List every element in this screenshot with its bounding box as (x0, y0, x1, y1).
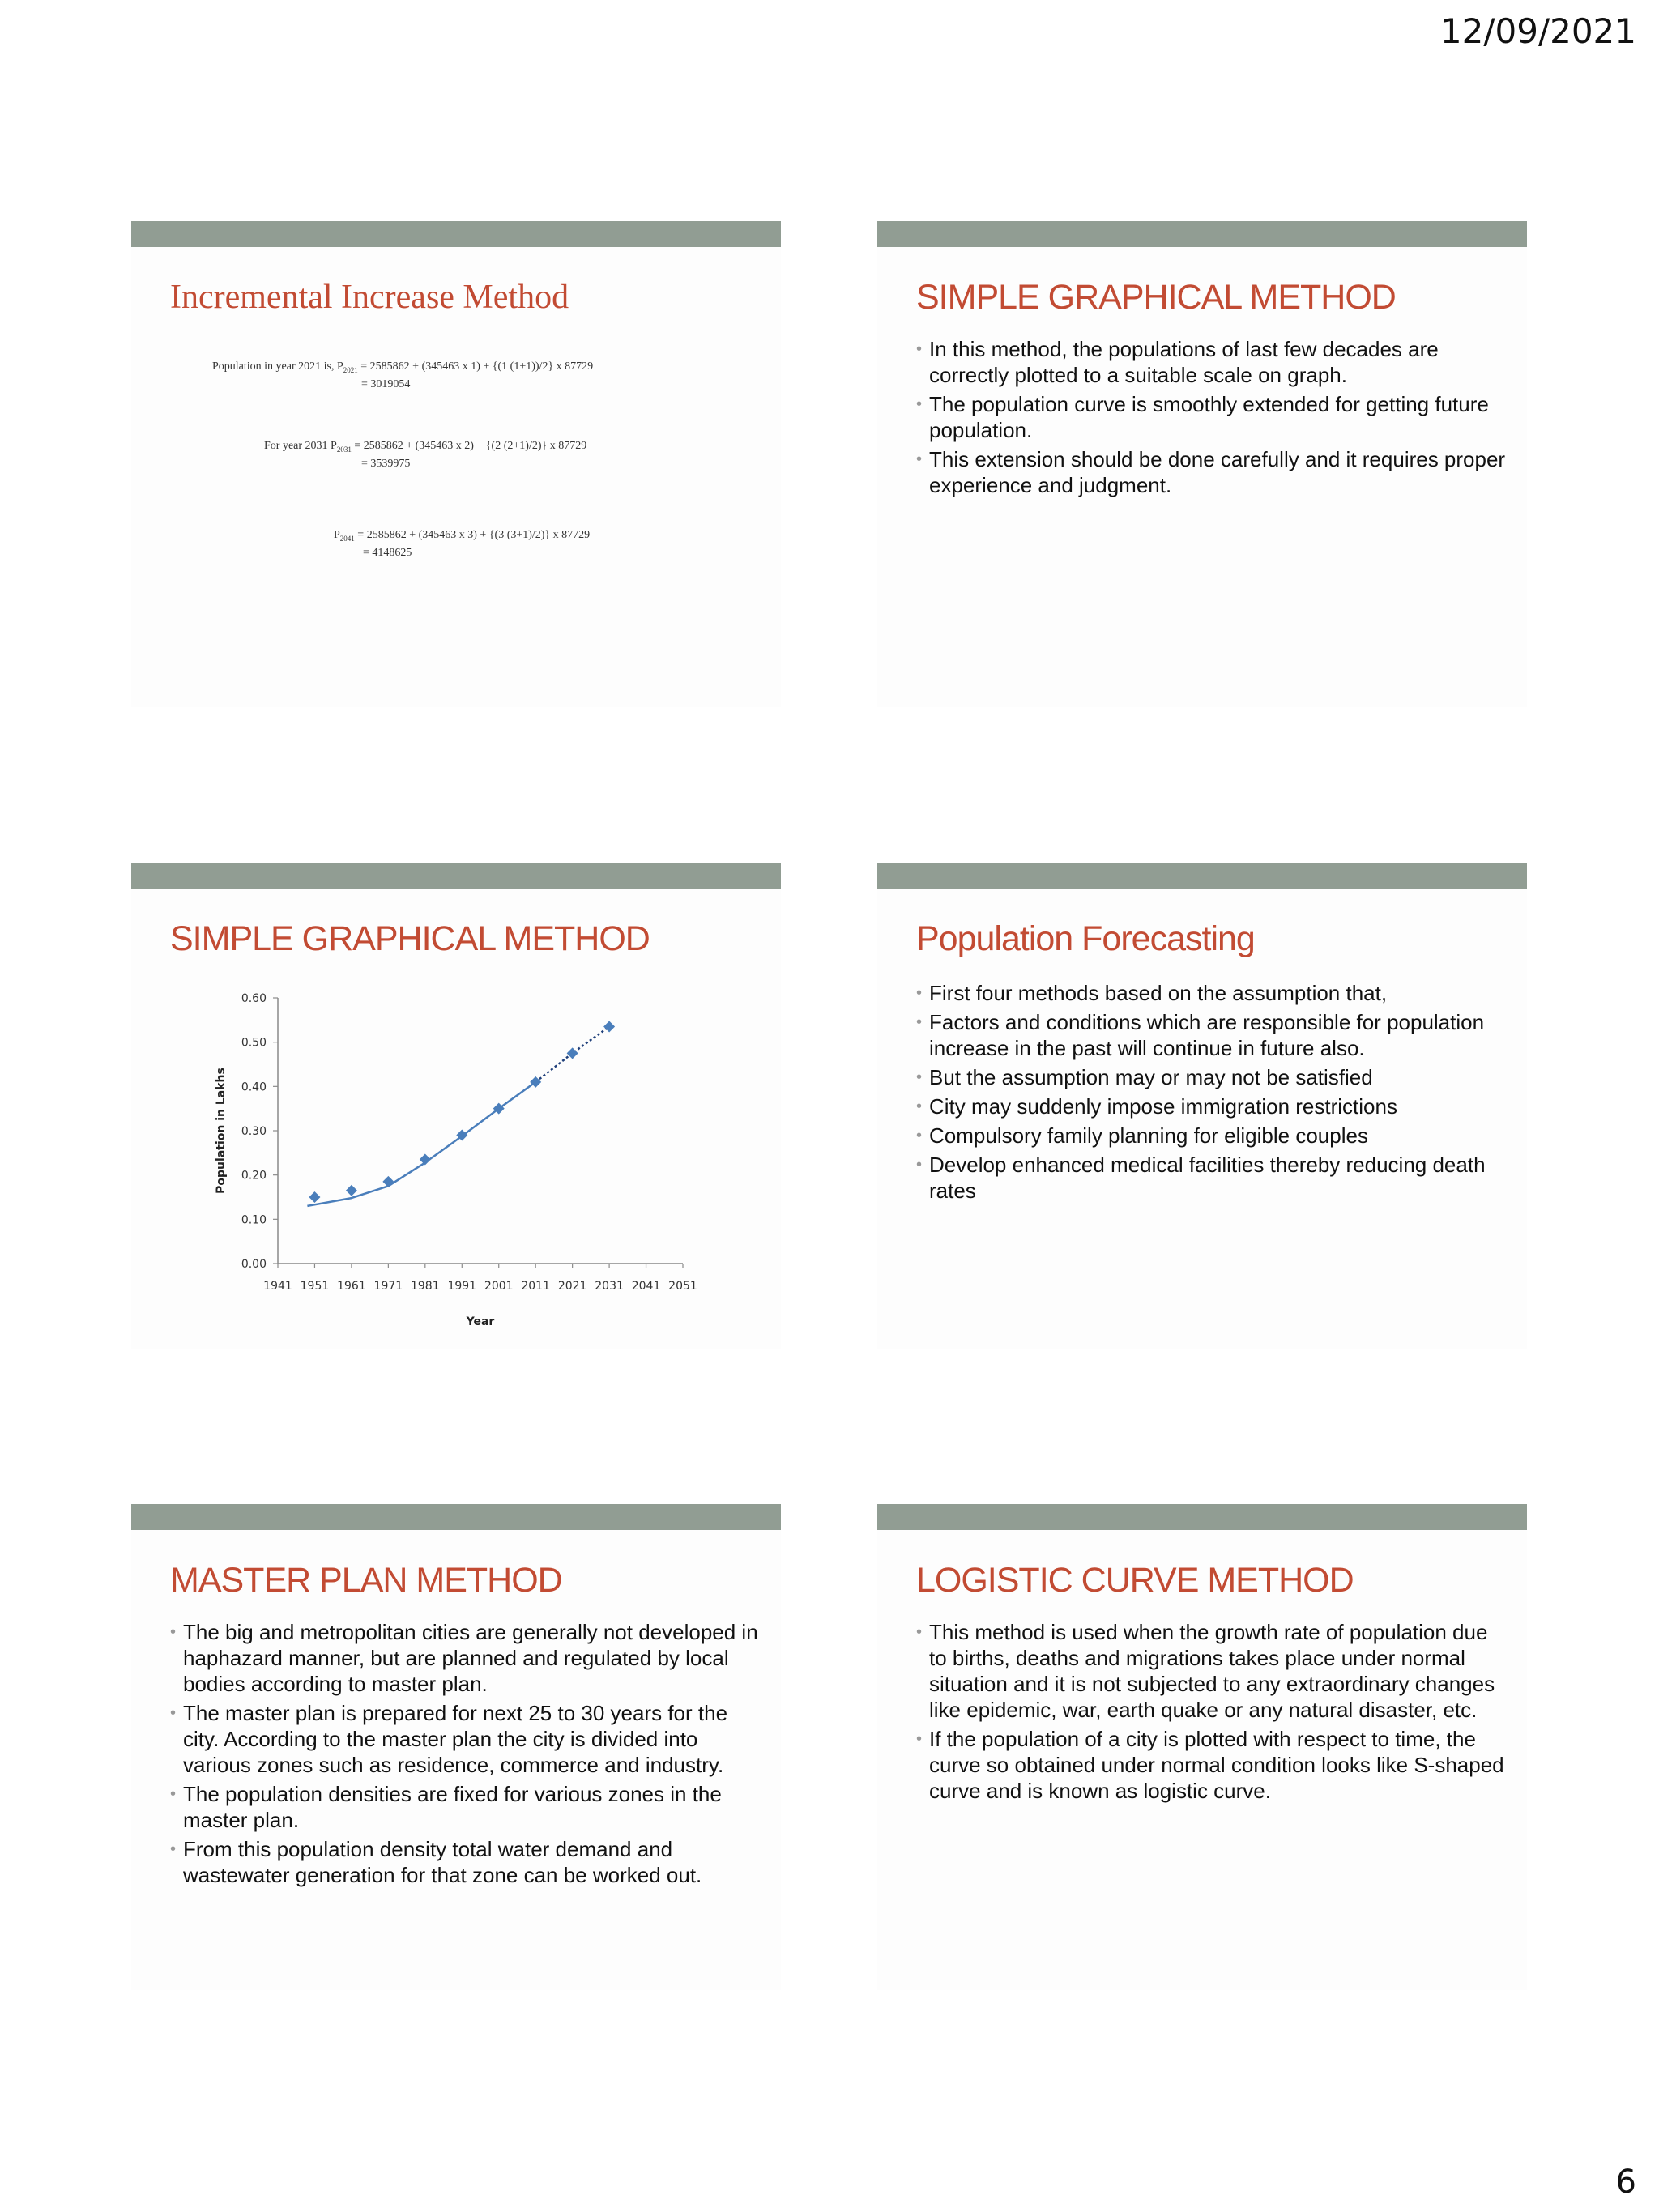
bullet-list (170, 1619, 761, 1891)
slide-simple-graphical-text (877, 221, 1527, 707)
bullet-list (916, 336, 1508, 501)
bullet-item: • This extension should be done carefully and it requires proper experience and judgment. (916, 447, 1506, 497)
bullet-dot-icon: • (916, 1730, 923, 1748)
bullet-item: • But the assumption may or may not be satisfied (916, 1065, 1373, 1089)
slide-title: MASTER PLAN METHOD (170, 1561, 562, 1600)
slide-simple-graphical-chart (131, 863, 781, 1349)
bullet-item: • City may suddenly impose immigration restrictions (916, 1094, 1397, 1119)
x-tick-label: 2041 (631, 1280, 661, 1293)
bullet-item: • If the population of a city is plotted with respect to time, the curve so obtained under normal condition looks like S-shaped curve and is known as logistic curve. (916, 1727, 1504, 1803)
bullet-item: • This method is used when the growth rate of population due to births, deaths and migrations takes place under normal situation and it is not subjected to any extraordinary changes like epidemic, war, earth quake or any natural disaster, etc. (916, 1620, 1495, 1722)
bullet-item: • From this population density total water demand and wastewater generation for that zone can be worked out. (170, 1837, 702, 1887)
bullet-dot-icon: • (170, 1704, 177, 1722)
y-axis-label: Population in Lakhs (215, 1068, 228, 1194)
slide-incremental-increase (131, 221, 781, 707)
equation-2021: Population in year 2021 is, $P_{2021} = 2585862 + (345463$ x 1) + {(1 (1+1))/2} x 87729 (212, 360, 594, 374)
x-tick-label: 1961 (337, 1280, 366, 1293)
bullet-dot-icon: • (916, 1623, 923, 1641)
slide-title: Incremental Increase Method (170, 279, 569, 316)
slide-logistic-curve (877, 1504, 1527, 1990)
bullet-item: • The population curve is smoothly extended for getting future population. (916, 392, 1489, 442)
bullet-item: • The big and metropolitan cities are generally not developed in haphazard manner, but are planned and regulated by local bodies according to master plan. (170, 1620, 758, 1696)
bullet-dot-icon: • (916, 395, 923, 413)
data-point (420, 1154, 431, 1166)
slide-header-bar (877, 863, 1527, 889)
data-point (346, 1185, 357, 1196)
y-tick-label: 0.30 (241, 1125, 267, 1138)
x-axis-label: Year (466, 1315, 495, 1328)
data-point (309, 1191, 320, 1203)
bullet-item: • Factors and conditions which are responsible for population increase in the past will continue in future also. (916, 1010, 1485, 1060)
equation-2031: For year 2031 $P_{2031} = 2585862 + (345463$ x 2) + {(2 (2+1)/2)} x 87729 (264, 440, 587, 454)
x-tick-label: 2051 (668, 1280, 697, 1293)
bullet-dot-icon: • (170, 1623, 177, 1641)
bullet-dot-icon: • (916, 1013, 923, 1031)
bullet-item: • First four methods based on the assumption that, (916, 981, 1388, 1005)
data-point (382, 1176, 394, 1187)
y-tick-label: 0.20 (241, 1169, 267, 1183)
bullet-dot-icon: • (916, 1127, 923, 1144)
y-tick-label: 0.60 (241, 992, 267, 1005)
x-tick-label: 2011 (521, 1280, 551, 1293)
slide-title: Population Forecasting (916, 919, 1255, 958)
y-tick-label: 0.40 (241, 1080, 267, 1094)
x-tick-label: 1951 (300, 1280, 330, 1293)
equation-2031-result: = 3539975 (361, 458, 411, 470)
x-tick-label: 1991 (447, 1280, 477, 1293)
y-tick-label: 0.50 (241, 1036, 267, 1050)
bullet-item: • The population densities are fixed for various zones in the master plan. (170, 1782, 722, 1832)
bullet-dot-icon: • (916, 1156, 923, 1174)
x-tick-label: 1981 (410, 1280, 440, 1293)
slide-header-bar (877, 1504, 1527, 1530)
bullet-dot-icon: • (916, 1068, 923, 1086)
x-tick-label: 2001 (484, 1280, 514, 1293)
slide-title: LOGISTIC CURVE METHOD (916, 1561, 1354, 1600)
bullet-item: • Develop enhanced medical facilities thereby reducing death rates (916, 1153, 1486, 1203)
bullet-item: • The master plan is prepared for next 25 to 30 years for the city. According to the master plan the city is divided into various zones such as residence, commerce and industry. (170, 1701, 728, 1777)
bullet-dot-icon: • (916, 450, 923, 468)
equation-2041-result: = 4148625 (363, 547, 412, 559)
trend-line-fitted (307, 1082, 535, 1206)
x-tick-label: 2031 (595, 1280, 624, 1293)
page-date: 12/09/2021 (1439, 11, 1636, 51)
slide-population-forecasting (877, 863, 1527, 1349)
equation-2041: $P_{2041} = 2585862 + (345463$ x 3) + {(3 (3+1)/2)} x 87729 (334, 529, 591, 543)
bullet-item: • In this method, the populations of last few decades are correctly plotted to a suitable scale on graph. (916, 337, 1439, 387)
page-number: 6 (1615, 2163, 1636, 2201)
x-tick-label: 2021 (557, 1280, 587, 1293)
population-chart (131, 863, 781, 1349)
x-tick-label: 1941 (263, 1280, 292, 1293)
bullet-dot-icon: • (916, 1097, 923, 1115)
equation-2021-result: = 3019054 (361, 378, 411, 390)
data-point (603, 1021, 615, 1033)
bullet-dot-icon: • (916, 340, 923, 358)
slide-header-bar (131, 1504, 781, 1530)
bullet-list (916, 1619, 1508, 1807)
bullet-list (916, 980, 1508, 1207)
bullet-item: • Compulsory family planning for eligible couples (916, 1123, 1368, 1148)
bullet-dot-icon: • (170, 1840, 177, 1858)
bullet-dot-icon: • (916, 984, 923, 1002)
slide-title: SIMPLE GRAPHICAL METHOD (916, 278, 1396, 317)
slide-header-bar (877, 221, 1527, 247)
slide-header-bar (131, 221, 781, 247)
slide-master-plan (131, 1504, 781, 1990)
y-tick-label: 0.10 (241, 1213, 267, 1227)
bullet-dot-icon: • (170, 1785, 177, 1803)
y-tick-label: 0.00 (241, 1258, 267, 1271)
slide-title: SIMPLE GRAPHICAL METHOD (170, 919, 650, 958)
x-tick-label: 1971 (373, 1280, 403, 1293)
